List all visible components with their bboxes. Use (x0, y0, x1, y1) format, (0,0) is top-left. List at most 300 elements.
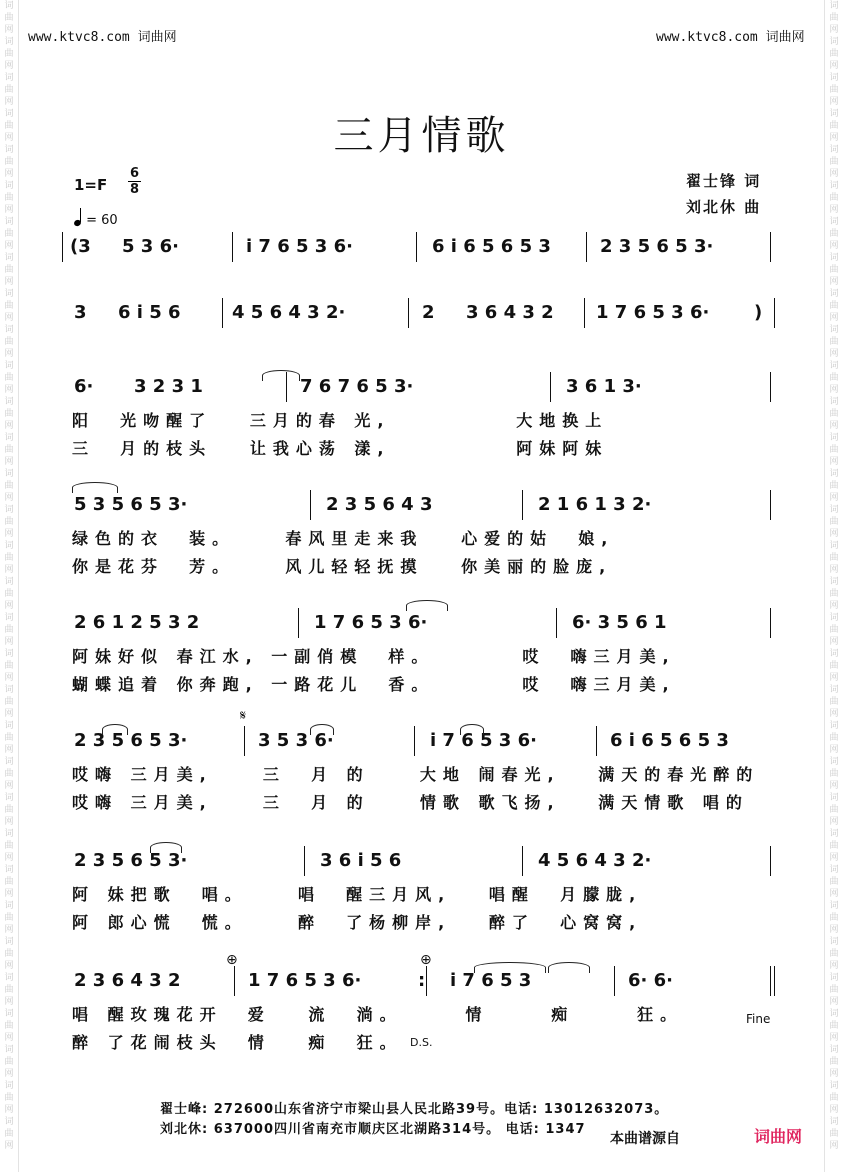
bar-line (770, 490, 771, 520)
edge-watermark-glyph: 曲 (4, 985, 14, 995)
edge-watermark-glyph: 网 (829, 601, 839, 611)
edge-watermark-glyph: 曲 (4, 1021, 14, 1031)
bar-line (416, 232, 417, 262)
left-watermark-strip (0, 0, 19, 1172)
edge-watermark-glyph: 网 (829, 61, 839, 71)
edge-watermark-glyph: 曲 (4, 409, 14, 419)
edge-watermark-glyph: 词 (829, 433, 839, 443)
bar-line (770, 608, 771, 638)
edge-watermark-glyph: 曲 (829, 805, 839, 815)
note-group: 6 i 6 5 6 5 3 (432, 236, 551, 257)
edge-watermark-glyph: 词 (4, 469, 14, 479)
edge-watermark-glyph: 网 (4, 817, 14, 827)
edge-watermark-glyph: 词 (829, 613, 839, 623)
edge-watermark-glyph: 词 (4, 757, 14, 767)
edge-watermark-glyph: 网 (4, 169, 14, 179)
edge-watermark-glyph: 曲 (4, 301, 14, 311)
edge-watermark-glyph: 曲 (829, 589, 839, 599)
note-group: 6· 3 5 6 1 (572, 612, 667, 633)
note-group: 1 7 6 5 3 6· (314, 612, 428, 633)
edge-watermark-glyph: 曲 (829, 841, 839, 851)
lyrics-verse-1: 阿 妹把歌 唱。 唱 醒三月风, 唱醒 月朦胧, (72, 885, 643, 904)
edge-watermark-glyph: 网 (4, 421, 14, 431)
edge-watermark-glyph: 词 (4, 865, 14, 875)
edge-watermark-glyph: 词 (829, 577, 839, 587)
edge-watermark-glyph: 曲 (4, 481, 14, 491)
notation-line (62, 372, 784, 402)
edge-watermark-glyph: 词 (4, 73, 14, 83)
edge-watermark-glyph: 词 (4, 901, 14, 911)
note-group: 7 6 7 6 5 3· (300, 376, 414, 397)
edge-watermark-glyph: 网 (829, 1069, 839, 1079)
song-title: 三月情歌 (333, 113, 510, 159)
lyrics-verse-2: 三 月的枝头 让我心荡 漾, 阿妹阿妹 (72, 439, 609, 458)
edge-watermark-glyph: 曲 (829, 985, 839, 995)
slur-arc (150, 842, 182, 853)
edge-watermark-glyph: 曲 (829, 949, 839, 959)
edge-watermark-glyph: 网 (4, 961, 14, 971)
edge-watermark-glyph: 网 (829, 97, 839, 107)
edge-watermark-glyph: 网 (4, 745, 14, 755)
edge-watermark-glyph: 曲 (4, 949, 14, 959)
edge-watermark-glyph: 曲 (829, 1057, 839, 1067)
tempo-marking (74, 210, 118, 228)
edge-watermark-glyph: 曲 (4, 49, 14, 59)
edge-watermark-glyph: 网 (829, 817, 839, 827)
note-group: 5 3 6· (122, 236, 179, 257)
edge-watermark-glyph: 词 (829, 973, 839, 983)
edge-watermark-glyph: 网 (829, 1105, 839, 1115)
edge-watermark-glyph: 词 (4, 721, 14, 731)
edge-watermark-glyph: 词 (4, 361, 14, 371)
edge-watermark-glyph: 词 (4, 1009, 14, 1019)
note-stem (80, 208, 81, 222)
edge-watermark-glyph: 网 (4, 637, 14, 647)
edge-watermark-glyph: 词 (4, 433, 14, 443)
edge-watermark-glyph: 曲 (4, 589, 14, 599)
note-group: 6· (74, 376, 94, 397)
edge-watermark-glyph: 词 (4, 397, 14, 407)
edge-watermark-glyph: 词 (829, 109, 839, 119)
time-signature (128, 166, 141, 197)
edge-watermark-glyph: 词 (4, 1, 14, 11)
edge-watermark-glyph: 曲 (4, 769, 14, 779)
edge-watermark-glyph: 曲 (4, 229, 14, 239)
edge-watermark-glyph: 网 (829, 313, 839, 323)
edge-watermark-glyph: 曲 (4, 265, 14, 275)
edge-watermark-glyph: 曲 (829, 769, 839, 779)
edge-watermark-glyph: 词 (829, 37, 839, 47)
bar-line (774, 298, 775, 328)
edge-watermark-glyph: 网 (829, 385, 839, 395)
slur-arc (474, 962, 546, 973)
edge-watermark-glyph: 词 (4, 145, 14, 155)
lyrics-verse-2: 蝴蝶追着 你奔跑, 一路花儿 香。 哎 嗨三月美, (72, 675, 676, 694)
edge-watermark-glyph: 曲 (4, 805, 14, 815)
edge-watermark-glyph: 词 (4, 649, 14, 659)
edge-watermark-glyph: 曲 (829, 337, 839, 347)
note-group: 3 6 1 3· (566, 376, 642, 397)
lyrics-verse-1: 绿色的衣 装。 春风里走来我 心爱的姑 娘, (72, 529, 615, 548)
edge-watermark-glyph: 曲 (4, 445, 14, 455)
bar-line (426, 966, 427, 996)
site-watermark-left[interactable]: www.ktvc8.com 词曲网 (28, 30, 177, 45)
note-group: 2 1 6 1 3 2· (538, 494, 652, 515)
edge-watermark-glyph: 曲 (829, 913, 839, 923)
edge-watermark-glyph: 网 (4, 133, 14, 143)
edge-watermark-glyph: 网 (829, 673, 839, 683)
edge-watermark-glyph: 网 (829, 1033, 839, 1043)
edge-watermark-glyph: 曲 (4, 841, 14, 851)
right-watermark-strip (824, 0, 843, 1172)
note-group: (3 (70, 236, 91, 257)
edge-watermark-glyph: 曲 (829, 661, 839, 671)
footer-composer-address: 刘北休: 637000四川省南充市顺庆区北湖路314号。 电话: 1347 (160, 1122, 586, 1137)
edge-watermark-glyph: 网 (4, 241, 14, 251)
note-group: 1 7 6 5 3 6· (248, 970, 362, 991)
bar-line (770, 372, 771, 402)
note-group: 2 3 5 6 5 3· (74, 850, 188, 871)
edge-watermark-glyph: 网 (4, 457, 14, 467)
note-group: 5 3 5 6 5 3· (74, 494, 188, 515)
slur-arc (460, 724, 484, 735)
edge-watermark-glyph: 网 (829, 457, 839, 467)
bar-line (304, 846, 305, 876)
note-group: 2 3 5 6 5 3· (74, 730, 188, 751)
edge-watermark-glyph: 曲 (4, 517, 14, 527)
edge-watermark-glyph: 曲 (4, 1129, 14, 1139)
meter-top: 6 (130, 166, 140, 181)
edge-watermark-glyph: 网 (4, 853, 14, 863)
notation-line (62, 608, 784, 638)
note-group: 6 i 5 6 (118, 302, 181, 323)
edge-watermark-glyph: 词 (4, 325, 14, 335)
edge-watermark-glyph: 网 (4, 277, 14, 287)
edge-watermark-glyph: 词 (4, 289, 14, 299)
edge-watermark-glyph: 词 (4, 109, 14, 119)
edge-watermark-glyph: 曲 (4, 661, 14, 671)
edge-watermark-glyph: 词 (829, 901, 839, 911)
slur-arc (310, 724, 334, 735)
edge-watermark-glyph: 曲 (4, 193, 14, 203)
bar-line (414, 726, 415, 756)
edge-watermark-glyph: 曲 (829, 193, 839, 203)
edge-watermark-glyph: 曲 (4, 13, 14, 23)
note-group: 6 i 6 5 6 5 3 (610, 730, 729, 751)
edge-watermark-glyph: 曲 (829, 733, 839, 743)
edge-watermark-glyph: 曲 (829, 445, 839, 455)
edge-watermark-glyph: 曲 (4, 733, 14, 743)
edge-watermark-glyph: 曲 (829, 301, 839, 311)
edge-watermark-glyph: 曲 (4, 373, 14, 383)
edge-watermark-glyph: 词 (829, 1009, 839, 1019)
bar-line (774, 966, 775, 996)
bar-line (298, 608, 299, 638)
edge-watermark-glyph: 曲 (829, 1021, 839, 1031)
edge-watermark-glyph: 词 (829, 937, 839, 947)
bar-line (222, 298, 223, 328)
note-group: 3 2 3 1 (134, 376, 203, 397)
edge-watermark-glyph: 曲 (829, 229, 839, 239)
edge-watermark-glyph: 词 (4, 253, 14, 263)
edge-watermark-glyph: 网 (4, 565, 14, 575)
lyrics-verse-2: 哎嗨 三月美, 三 月 的 情歌 歌飞扬, 满天情歌 唱的 (72, 793, 749, 812)
edge-watermark-glyph: 曲 (829, 409, 839, 419)
edge-watermark-glyph: 词 (4, 505, 14, 515)
edge-watermark-glyph: 网 (829, 889, 839, 899)
composer-credit: 刘北休 曲 (686, 198, 762, 216)
edge-watermark-glyph: 曲 (829, 697, 839, 707)
edge-watermark-glyph: 曲 (829, 85, 839, 95)
edge-watermark-glyph: 曲 (829, 877, 839, 887)
edge-watermark-glyph: 曲 (4, 85, 14, 95)
edge-watermark-glyph: 曲 (4, 157, 14, 167)
edge-watermark-glyph: 网 (4, 673, 14, 683)
edge-watermark-glyph: 网 (829, 277, 839, 287)
slur-arc (262, 370, 300, 381)
edge-watermark-glyph: 网 (829, 853, 839, 863)
edge-watermark-glyph: 词 (4, 973, 14, 983)
edge-watermark-glyph: 网 (829, 25, 839, 35)
edge-watermark-glyph: 网 (4, 385, 14, 395)
note-group: 4 5 6 4 3 2· (232, 302, 346, 323)
lyrics-verse-2: 阿 郎心慌 慌。 醉 了杨柳岸, 醉了 心窝窝, (72, 913, 643, 932)
edge-watermark-glyph: 曲 (829, 517, 839, 527)
bar-line (522, 490, 523, 520)
lyrics-verse-2: 醉 了花闹枝头 情 痴 狂。 (72, 1033, 403, 1052)
edge-watermark-glyph: 词 (829, 505, 839, 515)
brand-logo[interactable]: 词曲网 (754, 1127, 803, 1146)
edge-watermark-glyph: 曲 (829, 49, 839, 59)
edge-watermark-glyph: 曲 (4, 553, 14, 563)
edge-watermark-glyph: 词 (829, 325, 839, 335)
edge-watermark-glyph: 网 (829, 241, 839, 251)
edge-watermark-glyph: 网 (829, 925, 839, 935)
edge-watermark-glyph: 网 (4, 1141, 14, 1151)
edge-watermark-glyph: 网 (829, 421, 839, 431)
footer-lyricist-address: 翟士峰: 272600山东省济宁市梁山县人民北路39号。电话: 13012632073。 (160, 1102, 669, 1117)
edge-watermark-glyph: 网 (829, 781, 839, 791)
edge-watermark-glyph: 词 (829, 469, 839, 479)
edge-watermark-glyph: 网 (829, 565, 839, 575)
note-group: i 7 6 5 3 6· (430, 730, 537, 751)
edge-watermark-glyph: 曲 (4, 121, 14, 131)
edge-watermark-glyph: 词 (4, 577, 14, 587)
edge-watermark-glyph: 词 (829, 217, 839, 227)
edge-watermark-glyph: 曲 (4, 1057, 14, 1067)
edge-watermark-glyph: 网 (829, 709, 839, 719)
note-group: ) (754, 302, 763, 323)
edge-watermark-glyph: 网 (829, 745, 839, 755)
bar-line (770, 232, 771, 262)
edge-watermark-glyph: 词 (829, 253, 839, 263)
edge-watermark-glyph: 词 (829, 865, 839, 875)
edge-watermark-glyph: 词 (4, 685, 14, 695)
edge-watermark-glyph: 网 (4, 205, 14, 215)
note-group: 2 6 1 2 5 3 2 (74, 612, 200, 633)
meter-bottom: 8 (130, 182, 140, 197)
tempo-value: = 60 (86, 213, 118, 228)
edge-watermark-glyph: 网 (4, 313, 14, 323)
edge-watermark-glyph: 网 (4, 925, 14, 935)
edge-watermark-glyph: 词 (4, 937, 14, 947)
edge-watermark-glyph: 曲 (4, 1093, 14, 1103)
edge-watermark-glyph: 网 (4, 1105, 14, 1115)
edge-watermark-glyph: 词 (4, 613, 14, 623)
edge-watermark-glyph: 曲 (829, 481, 839, 491)
source-label: 本曲谱源自 (610, 1131, 680, 1147)
edge-watermark-glyph: 网 (829, 493, 839, 503)
bar-line (310, 490, 311, 520)
edge-watermark-glyph: 网 (4, 709, 14, 719)
edge-watermark-glyph: 网 (4, 997, 14, 1007)
edge-watermark-glyph: 曲 (829, 265, 839, 275)
bar-line (614, 966, 615, 996)
edge-watermark-glyph: 词 (829, 757, 839, 767)
note-group: 3 5 3 6· (258, 730, 334, 751)
edge-watermark-glyph: 词 (829, 397, 839, 407)
note-group: 2 3 5 6 4 3 (326, 494, 433, 515)
slur-arc (102, 724, 128, 735)
fine-label: Fine (746, 1012, 771, 1026)
segno-icon: 𝄋 (240, 708, 247, 724)
edge-watermark-glyph: 词 (829, 541, 839, 551)
edge-watermark-glyph: 曲 (829, 157, 839, 167)
edge-watermark-glyph: 曲 (829, 1093, 839, 1103)
notation-line (62, 490, 784, 520)
edge-watermark-glyph: 词 (4, 1117, 14, 1127)
edge-watermark-glyph: 词 (829, 181, 839, 191)
edge-watermark-glyph: 曲 (4, 877, 14, 887)
edge-watermark-glyph: 曲 (829, 625, 839, 635)
edge-watermark-glyph: 网 (829, 1141, 839, 1151)
bar-line (408, 298, 409, 328)
edge-watermark-glyph: 网 (4, 1033, 14, 1043)
bar-line (522, 846, 523, 876)
edge-watermark-glyph: 曲 (829, 121, 839, 131)
edge-watermark-glyph: 网 (4, 1069, 14, 1079)
edge-watermark-glyph: 词 (829, 1, 839, 11)
edge-watermark-glyph: 网 (4, 889, 14, 899)
edge-watermark-glyph: 网 (4, 25, 14, 35)
lyrics-verse-1: 阿妹好似 春江水, 一副俏模 样。 哎 嗨三月美, (72, 647, 676, 666)
bar-line (232, 232, 233, 262)
key-signature: 1=F (74, 176, 108, 194)
note-group: 4 5 6 4 3 2· (538, 850, 652, 871)
edge-watermark-glyph: 网 (829, 205, 839, 215)
edge-watermark-glyph: 网 (829, 637, 839, 647)
edge-watermark-glyph: 词 (829, 1081, 839, 1091)
edge-watermark-glyph: 词 (829, 721, 839, 731)
edge-watermark-glyph: 词 (829, 829, 839, 839)
bar-line (556, 608, 557, 638)
edge-watermark-glyph: 曲 (829, 1129, 839, 1139)
edge-watermark-glyph: 网 (829, 349, 839, 359)
note-group: 2 (422, 302, 435, 323)
bar-line (586, 232, 587, 262)
coda-icon-2: ⊕ (420, 952, 432, 968)
edge-watermark-glyph: 网 (829, 529, 839, 539)
edge-watermark-glyph: 曲 (4, 913, 14, 923)
edge-watermark-glyph: 词 (829, 685, 839, 695)
lyrics-verse-1: 哎嗨 三月美, 三 月 的 大地 闹春光, 满天的春光醉的 (72, 765, 760, 784)
edge-watermark-glyph: 词 (829, 361, 839, 371)
bar-line (770, 966, 771, 996)
ds-label: D.S. (410, 1036, 433, 1049)
bar-line (584, 298, 585, 328)
edge-watermark-glyph: 词 (829, 793, 839, 803)
edge-watermark-glyph: 网 (4, 529, 14, 539)
edge-watermark-glyph: 词 (829, 1117, 839, 1127)
edge-watermark-glyph: 曲 (829, 553, 839, 563)
note-group: 6· 6· (628, 970, 673, 991)
slur-arc (406, 600, 448, 611)
edge-watermark-glyph: 词 (829, 649, 839, 659)
site-watermark-right[interactable]: www.ktvc8.com 词曲网 (656, 30, 805, 45)
edge-watermark-glyph: 曲 (4, 697, 14, 707)
edge-watermark-glyph: 网 (829, 169, 839, 179)
lyrics-verse-2: 你是花芬 芳。 风儿轻轻抚摸 你美丽的脸庞, (72, 557, 613, 576)
bar-line (234, 966, 235, 996)
note-group: 1 7 6 5 3 6· (596, 302, 710, 323)
edge-watermark-glyph: 曲 (4, 337, 14, 347)
edge-watermark-glyph: 词 (4, 1081, 14, 1091)
note-group: 3 6 4 3 2 (466, 302, 554, 323)
note-group: 2 3 6 4 3 2 (74, 970, 181, 991)
edge-watermark-glyph: 词 (4, 541, 14, 551)
edge-watermark-glyph: 词 (829, 145, 839, 155)
note-group: : (418, 970, 426, 991)
note-group: i 7 6 5 3 6· (246, 236, 353, 257)
note-group: 3 6 i 5 6 (320, 850, 402, 871)
notation-line (62, 726, 784, 756)
edge-watermark-glyph: 词 (4, 1045, 14, 1055)
edge-watermark-glyph: 曲 (829, 373, 839, 383)
edge-watermark-glyph: 词 (829, 289, 839, 299)
slur-arc (72, 482, 118, 493)
edge-watermark-glyph: 词 (829, 73, 839, 83)
edge-watermark-glyph: 网 (829, 997, 839, 1007)
edge-watermark-glyph: 网 (4, 61, 14, 71)
slur-arc (548, 962, 590, 973)
edge-watermark-glyph: 网 (4, 781, 14, 791)
edge-watermark-glyph: 网 (4, 349, 14, 359)
edge-watermark-glyph: 网 (4, 601, 14, 611)
notation-line (62, 232, 784, 262)
edge-watermark-glyph: 词 (4, 829, 14, 839)
bar-line (62, 232, 63, 262)
edge-watermark-glyph: 词 (829, 1045, 839, 1055)
edge-watermark-glyph: 词 (4, 37, 14, 47)
note-group: 3 (74, 302, 87, 323)
note-group: 2 3 5 6 5 3· (600, 236, 714, 257)
edge-watermark-glyph: 网 (4, 97, 14, 107)
notation-line (62, 298, 784, 328)
lyrics-verse-1: 阳 光吻醒了 三月的春 光, 大地换上 (72, 411, 609, 430)
bar-line (550, 372, 551, 402)
bar-line (770, 846, 771, 876)
lyrics-verse-1: 唱 醒玫瑰花开 爱 流 淌。 情 痴 狂。 (72, 1005, 684, 1024)
bar-line (596, 726, 597, 756)
edge-watermark-glyph: 词 (4, 181, 14, 191)
edge-watermark-glyph: 曲 (4, 625, 14, 635)
coda-icon: ⊕ (226, 952, 238, 968)
notation-line (62, 966, 784, 996)
edge-watermark-glyph: 曲 (829, 13, 839, 23)
edge-watermark-glyph: 网 (829, 961, 839, 971)
lyricist-credit: 翟士锋 词 (686, 172, 762, 190)
bar-line (244, 726, 245, 756)
